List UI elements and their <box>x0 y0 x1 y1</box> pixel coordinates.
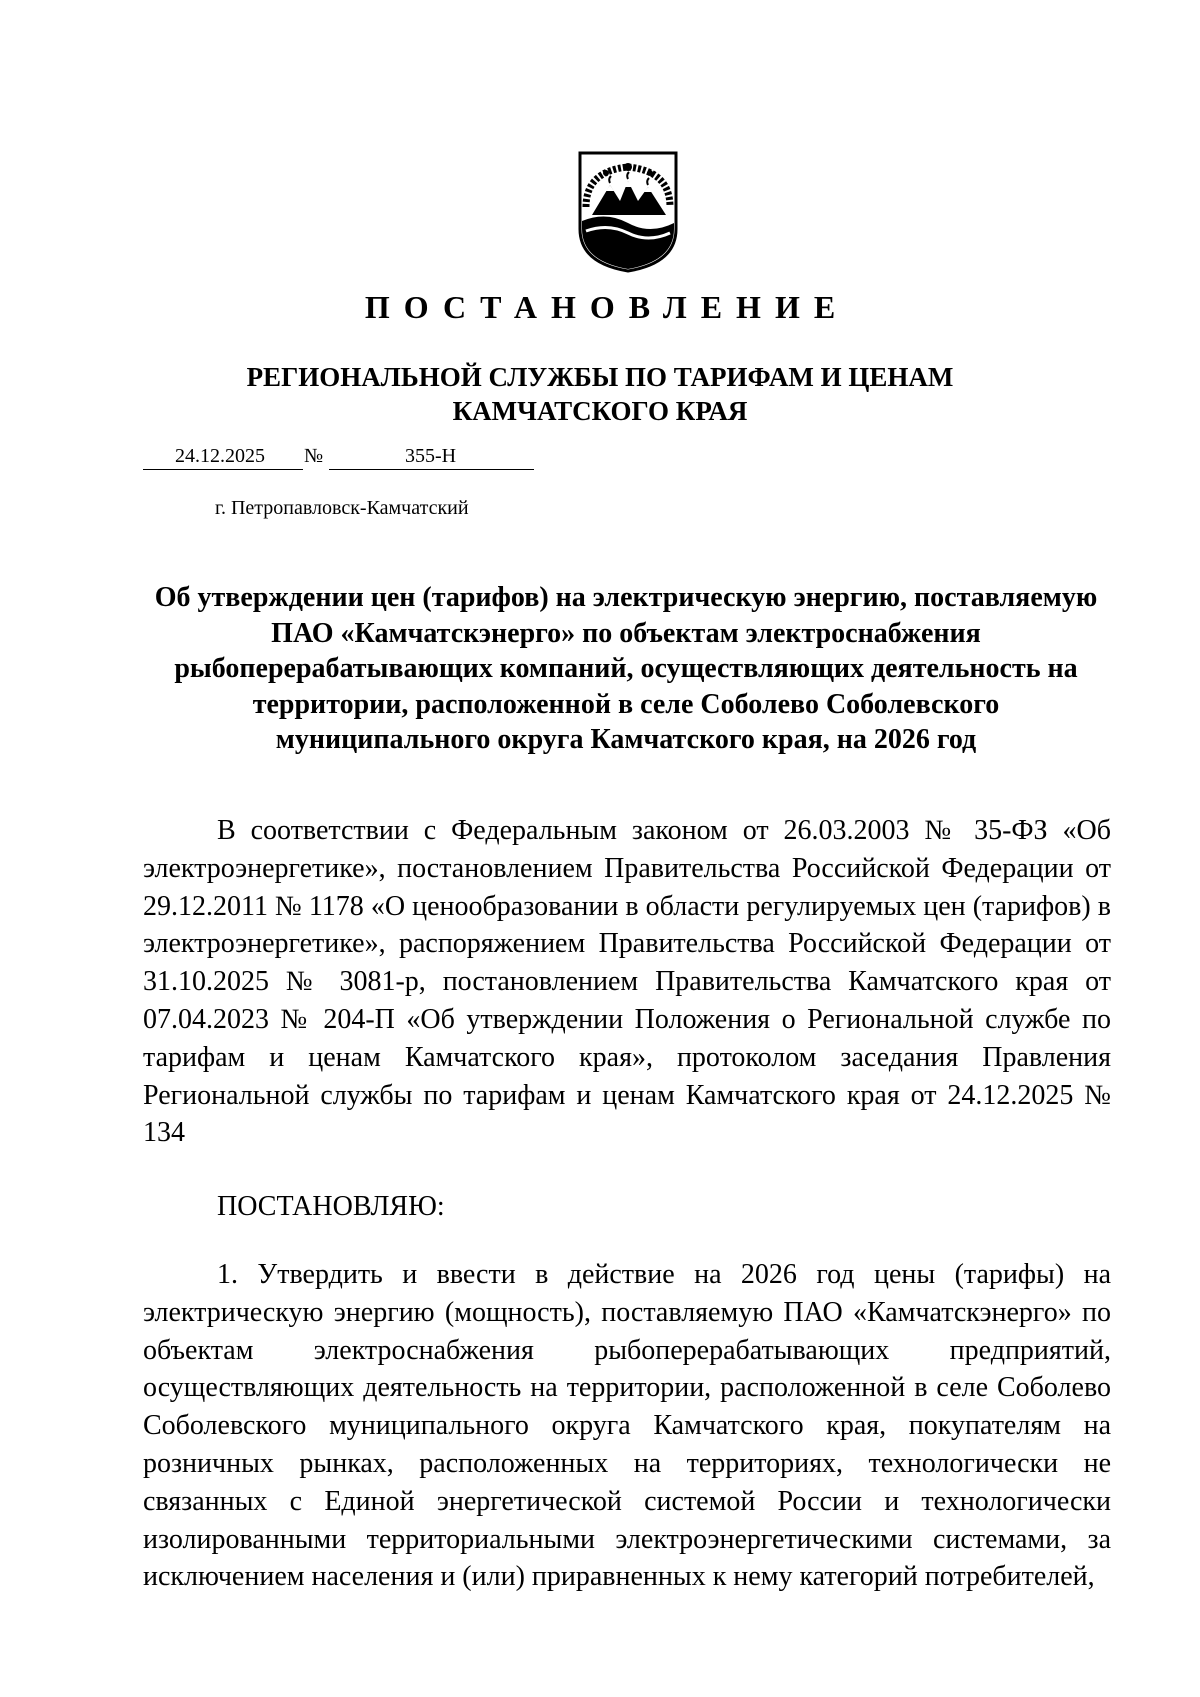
document-title <box>140 580 1112 758</box>
registration-date: 24.12.2025 <box>175 445 265 467</box>
authority-line-2: КАМЧАТСКОГО КРАЯ <box>452 396 748 426</box>
title-line: Об утверждении цен (тарифов) на электрическую энергию, поставляемую <box>154 582 1098 613</box>
legal-basis-paragraph: В соответствии с Федеральным законом от 26.03.2003 № 35-ФЗ «Об электроэнергетике», постановлением Правительства Российской Федерации от 29.12.2011 № 1178 «О ценообразовании в области регулируемых цен (тарифов) в электроэнергетике», распоряжением Правительства Российской Федерации от 31.10.2025 № 3081-р, постановлением Правительства Камчатского края от 07.04.2023 № 204-П «Об утверждении Положения о Региональной службе по тарифам и ценам Камчатского края», протоколом заседания Правления Региональной службы по тарифам и ценам Камчатского края от 24.12.2025 № 134 <box>143 815 1111 1149</box>
title-line: территории, расположенной в селе Соболево Соболевского <box>252 688 1000 720</box>
issuing-authority <box>0 360 1200 428</box>
kamchatka-coat-of-arms-icon <box>576 145 680 273</box>
date-underline <box>143 469 303 470</box>
document-type-heading: ПОСТАНОВЛЕНИЕ <box>364 289 850 325</box>
title-line: ПАО «Камчатскэнерго» по объектам электроснабжения <box>271 617 981 649</box>
number-underline <box>329 469 534 470</box>
issue-place: г. Петропавловск-Камчатский <box>215 497 469 519</box>
number-sign: № <box>304 445 324 467</box>
authority-line-1: РЕГИОНАЛЬНОЙ СЛУЖБЫ ПО ТАРИФАМ И ЦЕНАМ <box>246 362 954 392</box>
decree-word: ПОСТАНОВЛЯЮ: <box>217 1191 445 1222</box>
item-1-paragraph: 1. Утвердить и ввести в действие на 2026 год цены (тарифы) на электрическую энергию (мощность), поставляемую ПАО «Камчатскэнерго» по объектам электроснабжения рыбоперерабатывающих предприятий, осуществляющих деятельность на территории, расположенной в селе Соболево Соболевского муниципального округа Камчатского края, покупателям на розничных рынках, расположенных на территориях, технологически не связанных с Единой энергетической системой России и технологически изолированными территориальными электроэнергетическими системами, за исключением населения и (или) приравненных к нему категорий потребителей, <box>143 1259 1111 1593</box>
registration-number: 355-Н <box>405 445 457 467</box>
title-line: рыбоперерабатывающих компаний, осуществляющих деятельность на <box>174 653 1078 684</box>
title-line: муниципального округа Камчатского края, на 2026 год <box>275 724 977 755</box>
